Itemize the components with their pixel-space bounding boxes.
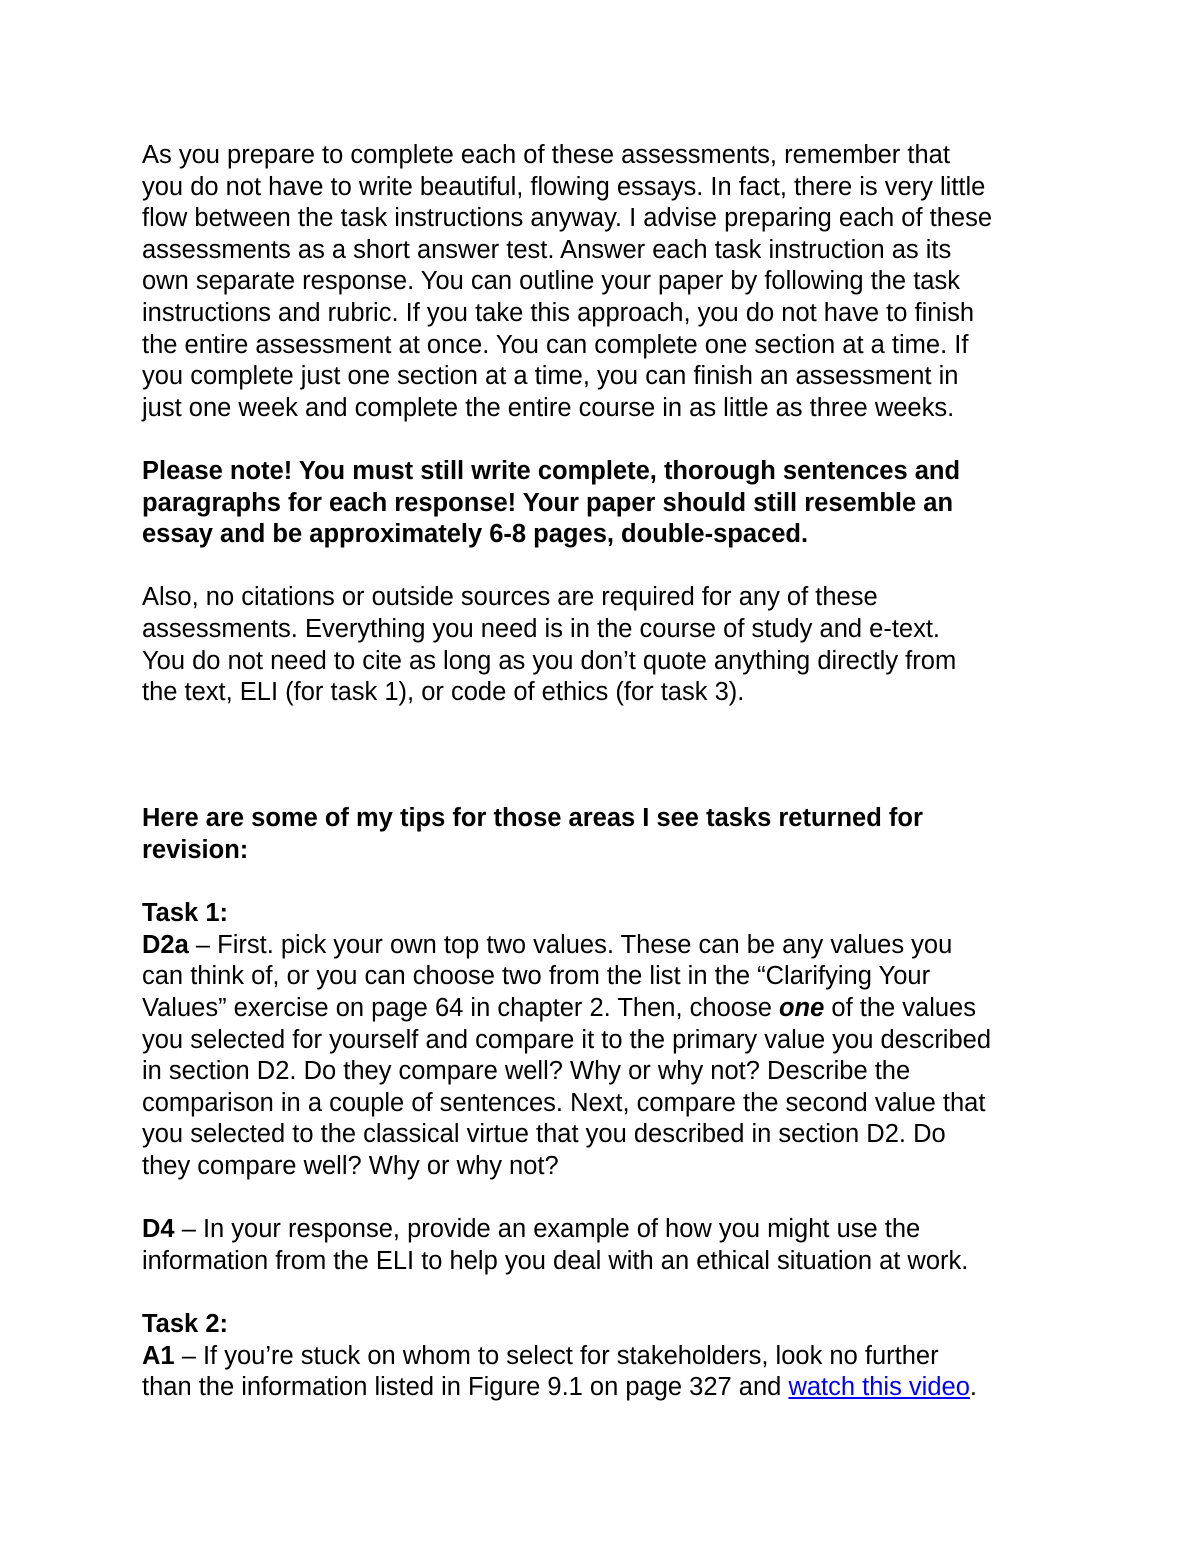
d2a-line: in section D2. Do they compare well? Why or why not? Describe the xyxy=(142,1057,911,1086)
d2a-emphasis: one xyxy=(778,994,825,1023)
intro-line: just one week and complete the entire course in as little as three weeks. xyxy=(142,393,955,422)
tips-heading xyxy=(142,803,1082,866)
tips-heading-line: Here are some of my tips for those areas I see tasks returned for xyxy=(142,804,923,833)
intro-line: you do not have to write beautiful, flowing essays. In fact, there is very little xyxy=(142,172,986,201)
intro-line: own separate response. You can outline your paper by following the task xyxy=(142,267,960,296)
a1-text: – If you’re stuck on whom to select for stakeholders, look no further xyxy=(174,1341,939,1370)
note-line: paragraphs for each response! Your paper should still resemble an xyxy=(142,488,954,517)
d4-text: – In your response, provide an example of how you might use the xyxy=(174,1215,921,1244)
a1-line xyxy=(142,1372,1082,1404)
note-line: essay and be approximately 6-8 pages, double-spaced. xyxy=(142,520,809,549)
a1-line xyxy=(142,1341,1082,1373)
watch-video-link[interactable]: watch this video xyxy=(788,1373,970,1402)
d2a-line: you selected to the classical virtue that you described in section D2. Do xyxy=(142,1120,946,1149)
d2a-line xyxy=(142,930,1082,962)
task1-section xyxy=(142,898,1082,1277)
a1-text: . xyxy=(969,1373,977,1402)
task2-heading: Task 2: xyxy=(142,1309,228,1338)
citations-paragraph xyxy=(142,582,1082,708)
task1-heading: Task 1: xyxy=(142,899,228,928)
note-line: Please note! You must still write complete, thorough sentences and xyxy=(142,456,961,485)
d2a-line: you selected for yourself and compare it to the primary value you described xyxy=(142,1025,992,1054)
d4-line: information from the ELI to help you deal with an ethical situation at work. xyxy=(142,1246,969,1275)
citations-line: You do not need to cite as long as you don’t quote anything directly from xyxy=(142,646,957,675)
intro-paragraph xyxy=(142,140,1082,424)
d2a-line xyxy=(142,993,1082,1025)
tips-heading-line: revision: xyxy=(142,836,249,865)
d4-label: D4 xyxy=(142,1215,175,1244)
d2a-line: can think of, or you can choose two from the list in the “Clarifying Your xyxy=(142,962,931,991)
d2a-text: – First. pick your own top two values. These can be any values you xyxy=(188,930,953,959)
intro-line: you complete just one section at a time, you can finish an assessment in xyxy=(142,362,959,391)
citations-line: Also, no citations or outside sources are required for any of these xyxy=(142,583,878,612)
intro-line: the entire assessment at once. You can complete one section at a time. If xyxy=(142,330,969,359)
d4-line xyxy=(142,1214,1082,1246)
document-page xyxy=(142,140,1082,1404)
intro-line: As you prepare to complete each of these assessments, remember that xyxy=(142,141,950,169)
intro-line: instructions and rubric. If you take this approach, you do not have to finish xyxy=(142,298,975,327)
citations-line: assessments. Everything you need is in the course of study and e-text. xyxy=(142,614,941,643)
intro-line: assessments as a short answer test. Answer each task instruction as its xyxy=(142,235,952,264)
d2a-label: D2a xyxy=(142,930,189,959)
a1-label: A1 xyxy=(142,1341,175,1370)
a1-text: than the information listed in Figure 9.1 on page 327 and xyxy=(142,1373,789,1402)
d2a-line: comparison in a couple of sentences. Next, compare the second value that xyxy=(142,1088,986,1117)
note-paragraph xyxy=(142,456,1082,551)
d2a-line: they compare well? Why or why not? xyxy=(142,1152,559,1180)
citations-line: the text, ELI (for task 1), or code of ethics (for task 3). xyxy=(142,678,745,707)
task2-section xyxy=(142,1309,1082,1404)
d2a-text: Values” exercise on page 64 in chapter 2. Then, choose xyxy=(142,994,779,1023)
intro-line: flow between the task instructions anyway. I advise preparing each of these xyxy=(142,204,993,233)
d2a-text: of the values xyxy=(824,994,976,1023)
